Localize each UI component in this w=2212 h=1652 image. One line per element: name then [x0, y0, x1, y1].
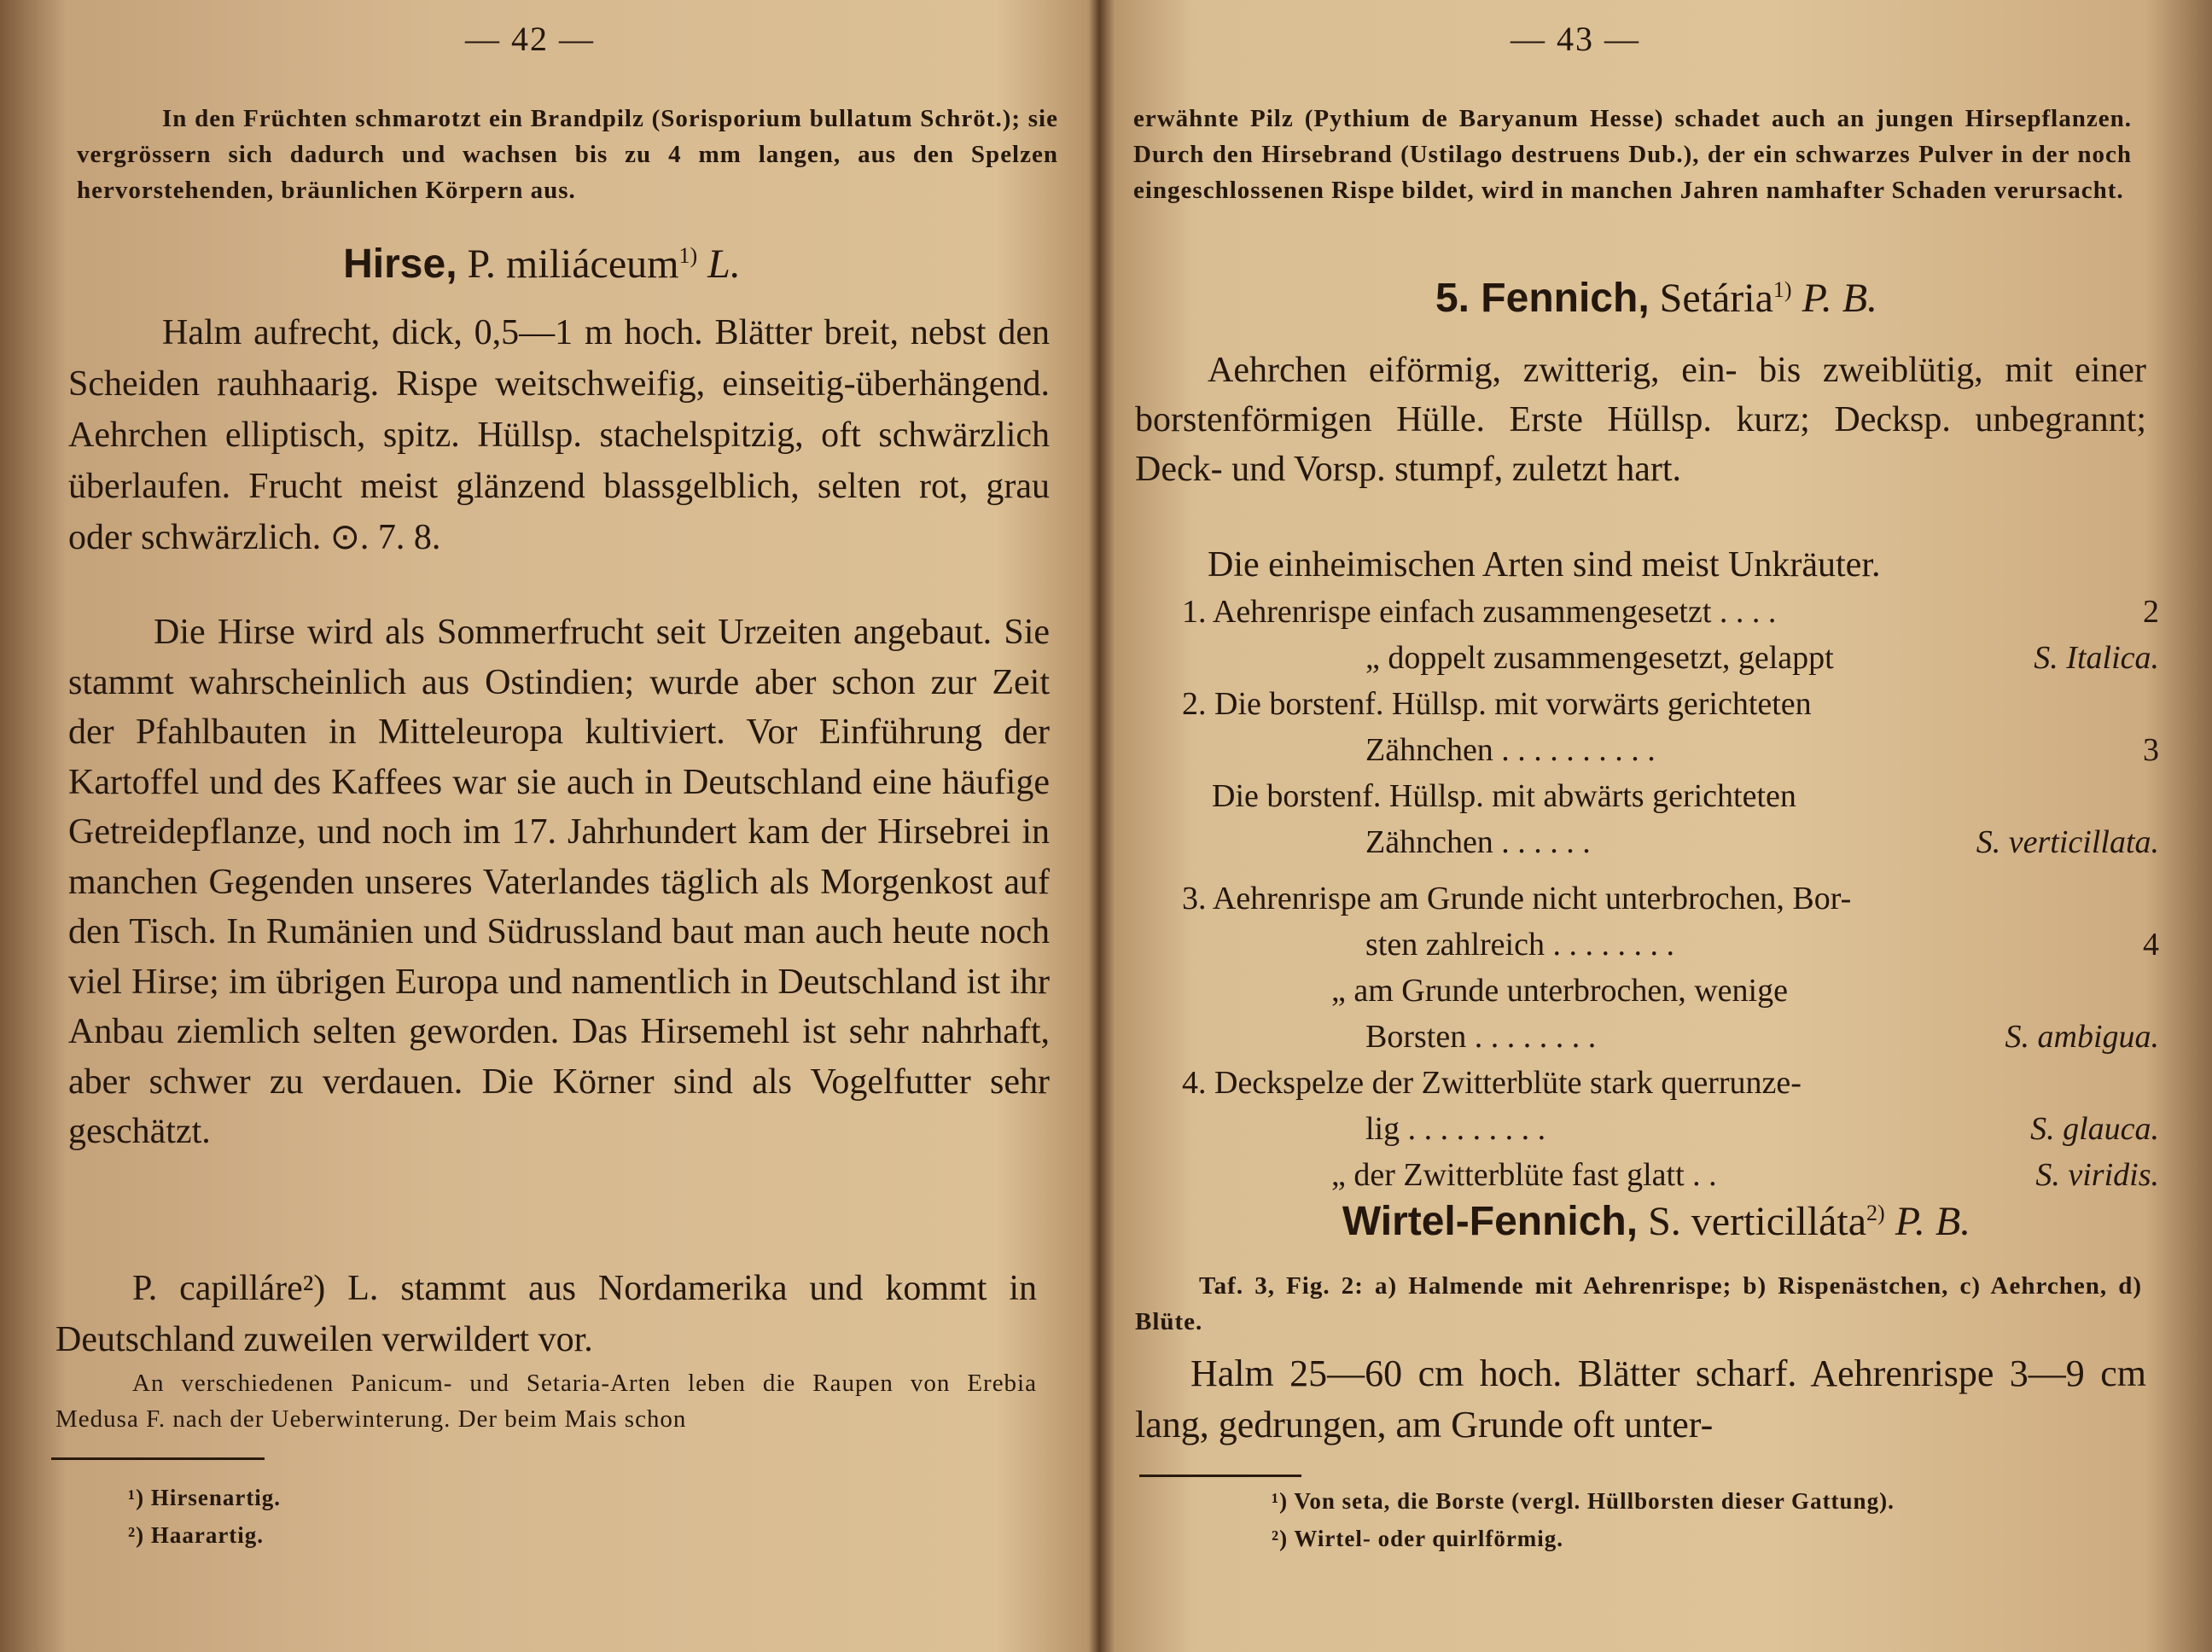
key-text: Zähnchen . . . . . . . . . .: [1365, 732, 1656, 768]
key-line: [1182, 681, 2159, 727]
key-reference: S. viridis.: [2035, 1157, 2159, 1193]
genus-latin: Setária: [1659, 276, 1773, 321]
key-line: [1182, 589, 2159, 635]
footnote: ¹) Von seta, die Borste (vergl. Hüllborsten dieser Gattung).: [1272, 1488, 1895, 1514]
right-page: [1101, 0, 2212, 1652]
footnote-rule: [51, 1457, 265, 1460]
species-heading: [1101, 1198, 2212, 1245]
key-line: [1365, 922, 2159, 968]
key-text: sten zahlreich . . . . . . . .: [1365, 927, 1674, 963]
footnote-rule: [1139, 1475, 1301, 1477]
genus-name: 5. Fennich,: [1435, 276, 1650, 321]
left-page: [0, 0, 1084, 1652]
species-latin: S. verticilláta: [1648, 1199, 1867, 1244]
species-author: P. B.: [1895, 1199, 1971, 1244]
key-text: Zähnchen . . . . . .: [1365, 824, 1591, 860]
plate-reference: Taf. 3, Fig. 2: a) Halmende mit Aehrenrispe; b) Rispenästchen, c) Aehrchen, d) Blüte.: [1135, 1272, 2142, 1335]
page-number: — 42 —: [465, 20, 595, 58]
footnote-ref: 1): [678, 243, 698, 268]
key-line: [1182, 1060, 2159, 1106]
genus-author: P. B.: [1802, 276, 1878, 321]
key-text: 1. Aehrenrispe einfach zusammengesetzt . . . .: [1182, 594, 1777, 630]
intro-note: erwähnte Pilz (Pythium de Baryanum Hesse) schadet auch an jungen Hirsepflanzen. Durch den Hirsebrand (Ustilago destruens Dub.), der ein schwarzes Pulver in der noch eingeschlossenen Rispe bildet, wird in manchen Jahren namhafter Schaden verursacht.: [1133, 105, 2132, 204]
footnote: ²) Haarartig.: [128, 1522, 265, 1548]
key-text: „ der Zwitterblüte fast glatt . .: [1331, 1157, 1717, 1193]
key-reference: S. glauca.: [2030, 1111, 2159, 1147]
key-reference: 4: [2143, 927, 2159, 963]
species-description: Halm 25—60 cm hoch. Blätter scharf. Aehrenrispe 3—9 cm lang, gedrungen, am Grunde oft unter-: [1135, 1352, 2146, 1446]
species-latin: P. miliáceum: [467, 241, 679, 287]
intro-note: In den Früchten schmarotzt ein Brandpilz (Sorisporium bullatum Schröt.); sie vergrössern sich dadurch und wachsen bis zu 4 mm langen, aus den Spelzen hervorstehenden, bräunlichen Körpern aus.: [77, 105, 1058, 204]
history-paragraph: Die Hirse wird als Sommerfrucht seit Urzeiten angebaut. Sie stammt wahrscheinlich aus Ostindien; wurde aber schon zur Zeit der Pfahlbauten in Mitteleuropa kultiviert. Vor Einführung der Kartoffel und des Kaffees war sie auch in Deutschland eine häufige Getreidepflanze, und noch im 17. Jahrhundert kam der Hirsebrei in manchen Gegenden unseres Vaterlandes täglich als Morgenkost auf den Tisch. In Rumänien und Südrussland baut man auch heute noch viel Hirse; im übrigen Europa und namentlich in Deutschland ist ihr Anbau ziemlich selten geworden. Das Hirsemehl ist sehr nahrhaft, aber schwer zu verdauen. Die Körner sind als Vogelfutter sehr geschätzt.: [68, 613, 1050, 1151]
key-line: [1365, 819, 2159, 865]
capillare-paragraph: P. capilláre²) L. stammt aus Nordamerika und kommt in Deutschland zuweilen verwildert vor.: [55, 1269, 1037, 1359]
key-intro: Die einheimischen Arten sind meist Unkräuter.: [1208, 545, 1881, 585]
key-line: [1212, 773, 2159, 819]
genus-heading: [1101, 275, 2212, 322]
species-name: Wirtel-Fennich,: [1342, 1199, 1639, 1244]
key-text: 3. Aehrenrispe am Grunde nicht unterbrochen, Bor-: [1182, 881, 1852, 916]
species-heading: [0, 241, 1084, 288]
key-reference: S. Italica.: [2034, 640, 2159, 676]
key-text: 2. Die borstenf. Hüllsp. mit vorwärts gerichteten: [1182, 686, 1812, 722]
genus-description: Aehrchen eiförmig, zwitterig, ein- bis zweiblütig, mit einer borstenförmigen Hülle. Erste Hüllsp. kurz; Decksp. unbegrannt; Deck- und Vorsp. stumpf, zuletzt hart.: [1135, 351, 2146, 489]
key-text: lig . . . . . . . . .: [1365, 1111, 1546, 1147]
footnote: ²) Wirtel- oder quirlförmig.: [1272, 1526, 1564, 1551]
key-reference: S. verticillata.: [1976, 824, 2159, 860]
key-line: [1365, 1106, 2159, 1152]
key-text: Die borstenf. Hüllsp. mit abwärts gerichteten: [1212, 778, 1796, 814]
key-line: [1331, 968, 2159, 1014]
key-line: [1365, 1014, 2159, 1060]
page-number: — 43 —: [1511, 20, 1640, 58]
footnote-ref: 2): [1866, 1201, 1885, 1225]
key-line: [1365, 727, 2159, 773]
key-line: [1182, 875, 2159, 922]
key-text: „ doppelt zusammengesetzt, gelappt: [1365, 640, 1834, 676]
footnote: ¹) Hirsenartig.: [128, 1485, 282, 1510]
species-description: Halm aufrecht, dick, 0,5—1 m hoch. Blätter breit, nebst den Scheiden rauhhaarig. Rispe weitschweifig, einseitig-überhängend. Aehrchen elliptisch, spitz. Hüllsp. stachelspitzig, oft schwärzlich überlaufen. Frucht meist glänzend blassgelblich, selten rot, grau oder schwärzlich. ⊙. 7. 8.: [68, 313, 1050, 557]
species-name: Hirse,: [343, 241, 457, 287]
key-reference: S. ambigua.: [2005, 1019, 2159, 1055]
species-author: L.: [707, 241, 741, 287]
key-line: [1331, 1152, 2159, 1198]
key-reference: 2: [2143, 594, 2159, 630]
key-text: „ am Grunde unterbrochen, wenige: [1331, 973, 1788, 1009]
insect-note: An verschiedenen Panicum- und Setaria-Arten leben die Raupen von Erebia Medusa F. nach der Ueberwinterung. Der beim Mais schon: [55, 1370, 1037, 1433]
key-text: 4. Deckspelze der Zwitterblüte stark querrunze-: [1182, 1065, 1802, 1101]
key-line: [1365, 635, 2159, 681]
key-text: Borsten . . . . . . . .: [1365, 1019, 1597, 1055]
footnote-ref: 1): [1773, 277, 1792, 302]
key-reference: 3: [2143, 732, 2159, 768]
